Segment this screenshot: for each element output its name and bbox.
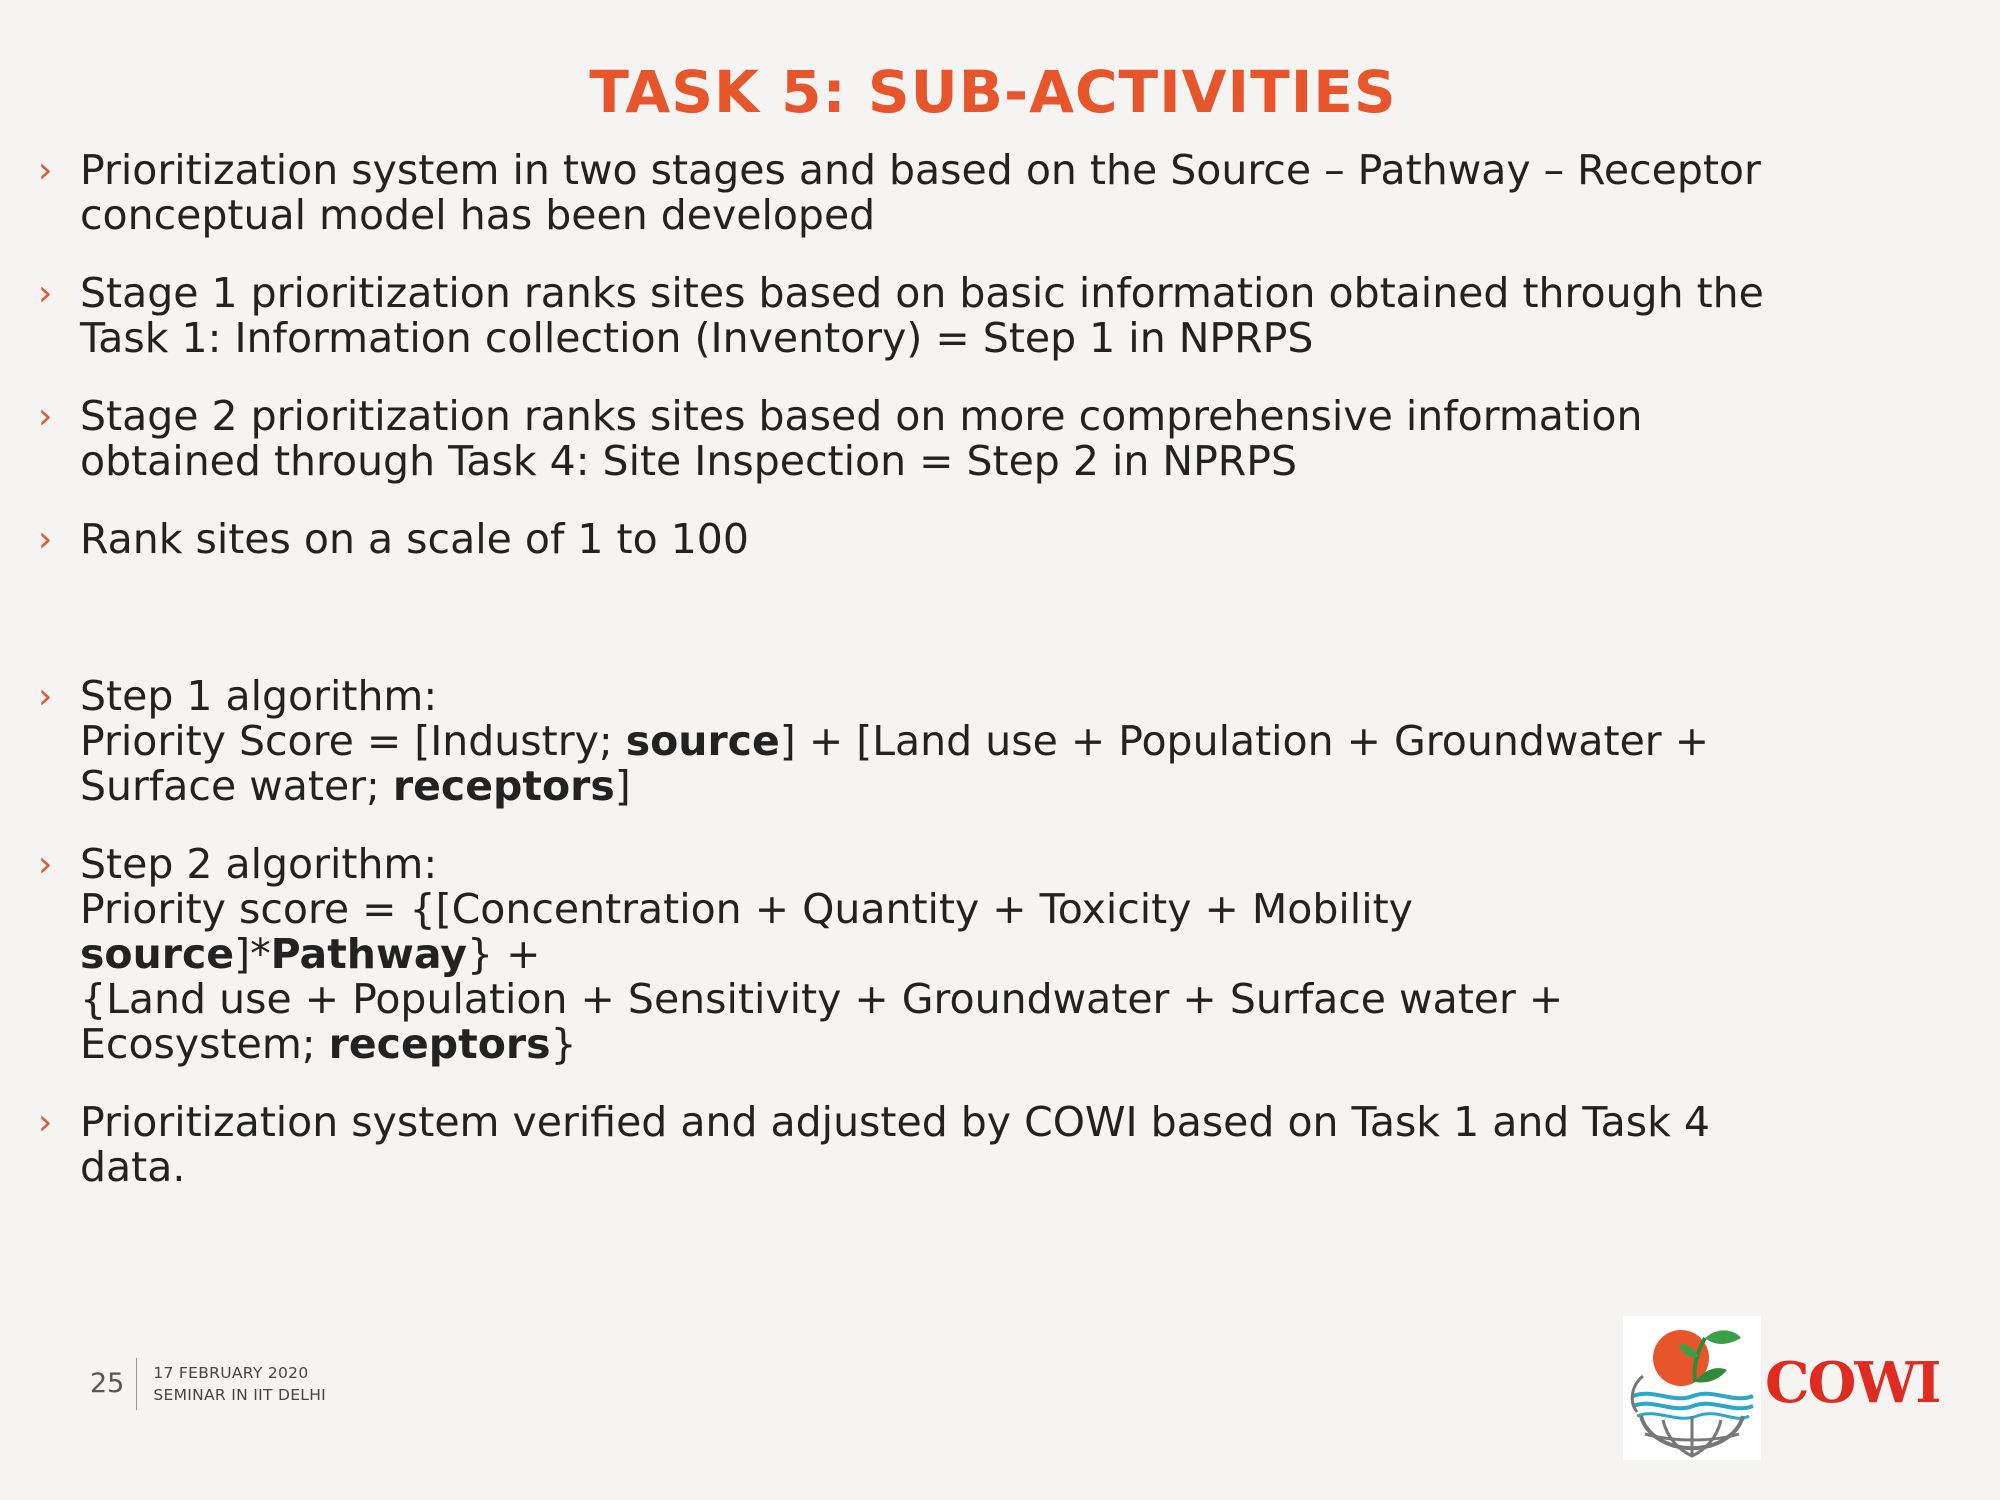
formula-text: } +: [467, 930, 541, 978]
bullet-item: [38, 1100, 1938, 1190]
formula-text: Surface water;: [80, 762, 393, 810]
bullet-marker: ›: [38, 519, 53, 560]
formula-line: [80, 764, 1938, 809]
page-number: 25: [90, 1358, 137, 1410]
formula-keyword: source: [625, 717, 780, 765]
bullet-item: [38, 271, 1938, 361]
bullet-item: [38, 148, 1938, 238]
bullet-line: data.: [80, 1143, 186, 1191]
bullet-list: [38, 148, 1938, 1190]
bullet-marker: ›: [38, 844, 53, 885]
formula-text: Ecosystem;: [80, 1020, 329, 1068]
bullet-marker: ›: [38, 150, 53, 191]
formula-keyword: receptors: [392, 762, 615, 810]
globe-emblem-icon: [1623, 1316, 1761, 1460]
bullet-marker: ›: [38, 396, 53, 437]
footer-event: SEMINAR IN IIT DELHI: [153, 1386, 327, 1404]
bullet-item-step1-algorithm: [38, 674, 1938, 809]
bullet-item: [38, 517, 1938, 562]
formula-line: [80, 719, 1938, 764]
bullet-marker: ›: [38, 676, 53, 717]
bullet-line: Task 1: Information collection (Inventory) = Step 1 in NPRPS: [80, 314, 1314, 362]
formula-keyword: receptors: [328, 1020, 551, 1068]
formula-text: ]*: [234, 930, 271, 978]
bullet-line: Prioritization system verified and adjusted by COWI based on Task 1 and Task 4: [80, 1098, 1710, 1146]
bullet-item-step2-algorithm: [38, 842, 1938, 1067]
logo-text: COWI: [1765, 1350, 1940, 1416]
footer-date: 17 FEBRUARY 2020: [153, 1364, 309, 1382]
bullet-heading: Step 2 algorithm:: [80, 840, 438, 888]
bullet-heading: Step 1 algorithm:: [80, 672, 438, 720]
bullet-line: Stage 2 prioritization ranks sites based on more comprehensive information: [80, 392, 1643, 440]
formula-text: ] + [Land use + Population + Groundwater +: [779, 717, 1710, 765]
bullet-line: Rank sites on a scale of 1 to 100: [80, 515, 749, 563]
slide-footer: [90, 1358, 326, 1410]
formula-line: Priority score = {[Concentration + Quantity + Toxicity + Mobility: [80, 885, 1413, 933]
footer-info: [137, 1362, 326, 1406]
formula-line: [80, 932, 1938, 977]
bullet-item: [38, 394, 1938, 484]
formula-text: Priority Score = [Industry;: [80, 717, 626, 765]
bullet-line: Prioritization system in two stages and based on the Source – Pathway – Receptor: [80, 146, 1761, 194]
cowi-logo: [1623, 1316, 1940, 1460]
formula-text: ]: [614, 762, 631, 810]
bullet-marker: ›: [38, 1102, 53, 1143]
bullet-line: Stage 1 prioritization ranks sites based on basic information obtained through the: [80, 269, 1764, 317]
formula-text: }: [550, 1020, 577, 1068]
slide-title: TASK 5: SUB-ACTIVITIES: [589, 58, 1397, 126]
formula-line: {Land use + Population + Sensitivity + Groundwater + Surface water +: [80, 975, 1564, 1023]
bullet-line: conceptual model has been developed: [80, 191, 876, 239]
formula-keyword: Pathway: [270, 930, 468, 978]
bullet-line: obtained through Task 4: Site Inspection = Step 2 in NPRPS: [80, 437, 1298, 485]
bullet-marker: ›: [38, 273, 53, 314]
formula-line: [80, 1022, 1938, 1067]
formula-keyword: source: [80, 930, 235, 978]
